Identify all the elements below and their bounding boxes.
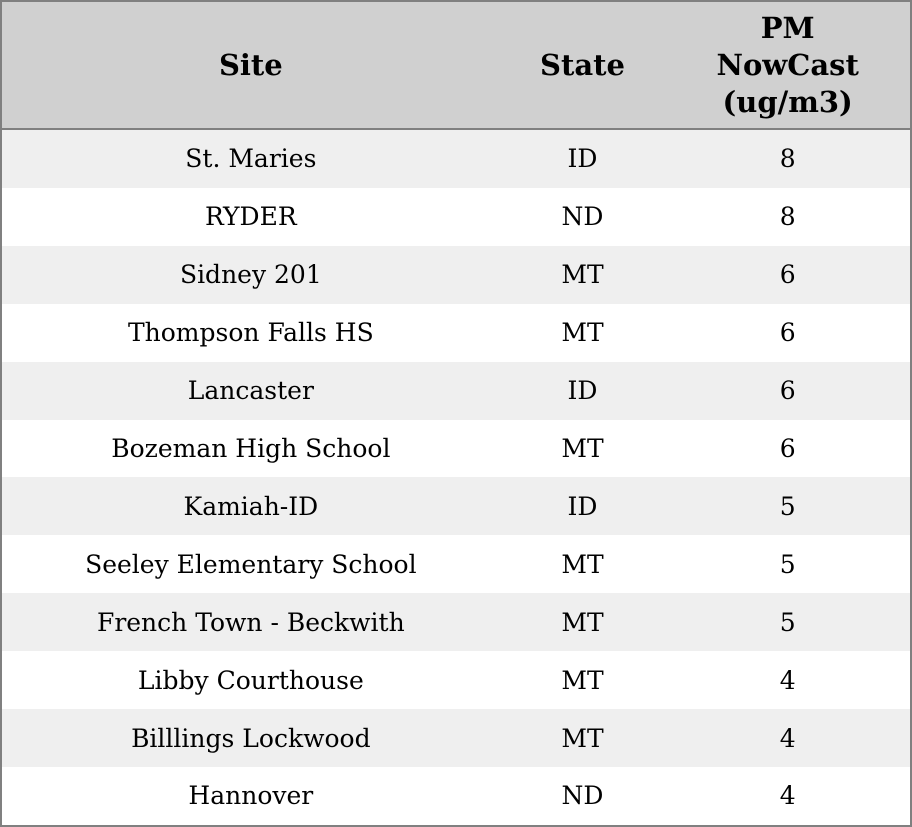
column-header-line: PM <box>760 10 815 45</box>
state-cell: MT <box>561 549 604 579</box>
table-row <box>1 767 911 826</box>
column-header-line: State <box>540 47 625 82</box>
table-row <box>1 420 911 478</box>
table-row <box>1 535 911 593</box>
table-row <box>1 362 911 420</box>
header-row <box>1 1 911 129</box>
table-row <box>1 593 911 651</box>
state-cell: ND <box>561 202 604 232</box>
state-cell: MT <box>561 260 604 290</box>
state-cell: ID <box>567 376 598 406</box>
state-cell: ND <box>561 781 604 811</box>
site-cell: Lancaster <box>187 376 314 406</box>
site-cell: RYDER <box>205 202 297 232</box>
site-cell: French Town - Beckwith <box>96 607 405 637</box>
pm-nowcast-cell: 6 <box>779 260 796 290</box>
state-cell: MT <box>561 607 604 637</box>
state-cell: MT <box>561 723 604 753</box>
state-cell: ID <box>567 491 598 521</box>
site-cell: St. Maries <box>185 144 317 174</box>
pm-nowcast-cell: 5 <box>779 491 796 521</box>
column-header-site <box>1 1 500 129</box>
pm-nowcast-cell: 4 <box>779 723 796 753</box>
table-row <box>1 188 911 246</box>
pm-nowcast-cell: 5 <box>779 607 796 637</box>
pm-nowcast-cell: 5 <box>779 549 796 579</box>
site-cell: Hannover <box>188 781 314 811</box>
column-header-state <box>500 1 666 129</box>
site-cell: Billlings Lockwood <box>131 723 371 753</box>
site-cell: Sidney 201 <box>179 260 322 290</box>
pm-nowcast-cell: 6 <box>779 376 796 406</box>
site-cell: Libby Courthouse <box>137 665 364 695</box>
pm-nowcast-cell: 6 <box>779 318 796 348</box>
state-cell: MT <box>561 665 604 695</box>
table-row <box>1 246 911 304</box>
state-cell: MT <box>561 318 604 348</box>
pm-nowcast-cell: 8 <box>779 202 796 232</box>
site-cell: Kamiah-ID <box>183 491 319 521</box>
table-header <box>1 1 911 129</box>
state-cell: ID <box>567 144 598 174</box>
column-header-line: NowCast <box>716 47 859 82</box>
column-header-pm-nowcast <box>665 1 911 129</box>
table-row <box>1 709 911 767</box>
state-cell: MT <box>561 434 604 463</box>
site-cell: Seeley Elementary School <box>85 549 417 579</box>
table-row <box>1 304 911 362</box>
site-cell: Bozeman High School <box>111 434 391 463</box>
column-header-line: Site <box>218 47 283 82</box>
pm-nowcast-cell: 8 <box>779 144 796 174</box>
table-body <box>1 129 911 826</box>
table-row <box>1 477 911 535</box>
table-row <box>1 129 911 188</box>
site-cell: Thompson Falls HS <box>127 318 374 348</box>
pm-nowcast-cell: 4 <box>779 781 796 811</box>
table-row <box>1 651 911 709</box>
column-header-line: (ug/m3) <box>722 84 853 119</box>
pm-nowcast-cell: 4 <box>779 665 796 695</box>
pm-nowcast-cell: 6 <box>779 434 796 463</box>
